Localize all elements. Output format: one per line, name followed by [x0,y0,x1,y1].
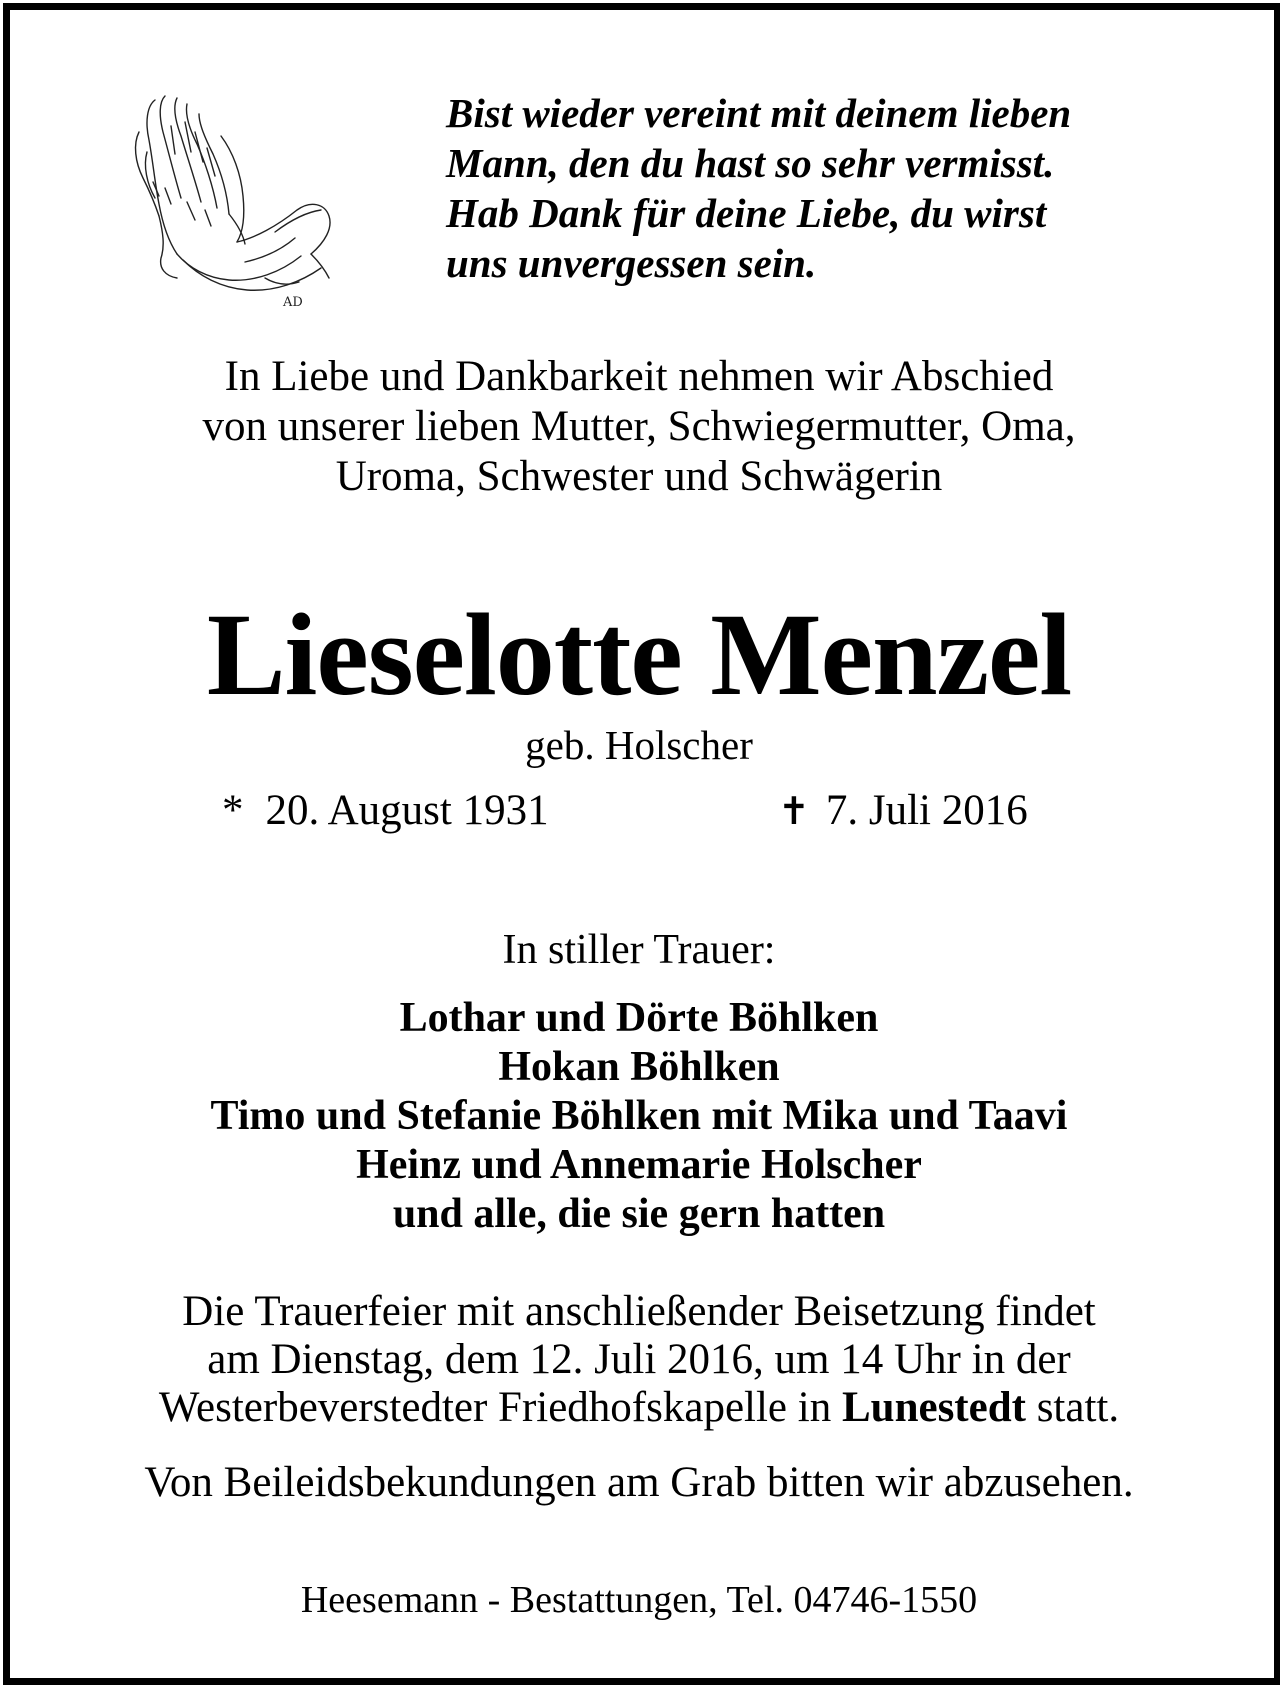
intro-line: In Liebe und Dankbarkeit nehmen wir Abschied [224,353,1054,400]
poem-line: Bist wieder vereint mit deinem lieben [446,90,1072,136]
memorial-poem [446,88,1236,288]
mourner-name: Lothar und Dörte Böhlken [399,995,879,1041]
mourner-name: Hokan Böhlken [498,1044,780,1090]
poem-line: uns unvergessen sein. [446,240,817,286]
deceased-name: Lieselotte Menzel [206,589,1072,720]
birth-star-icon: * [222,787,244,834]
illustration-monogram: AD [283,295,303,310]
mourner-name: und alle, die sie gern hatten [392,1191,886,1237]
mourner-name: Heinz und Annemarie Holscher [356,1142,922,1188]
cross-icon: ✝ [778,789,810,833]
service-location-text: Westerbeverstedter Friedhofskapelle in [158,1384,842,1431]
birth-date-group [222,786,549,836]
mourning-heading: In stiller Trauer: [502,927,776,973]
service-end-text: statt. [1025,1384,1120,1431]
farewell-intro [0,352,1278,502]
maiden-name: geb. Holscher [525,722,753,768]
service-line [0,1384,1278,1432]
funeral-service-info [0,1288,1278,1432]
mourner-name: Timo und Stefanie Böhlken mit Mika und Taavi [210,1093,1068,1139]
death-date: 7. Juli 2016 [825,787,1028,834]
condolence-request: Von Beileidsbekundungen am Grab bitten wir abzusehen. [144,1459,1134,1506]
birth-date: 20. August 1931 [265,787,549,834]
intro-line: von unserer lieben Mutter, Schwiegermutter, Oma, [202,403,1076,450]
intro-line: Uroma, Schwester und Schwägerin [335,453,943,500]
service-place: Lunestedt [841,1384,1026,1431]
undertaker-contact: Heesemann - Bestattungen, Tel. 04746-1550 [300,1579,978,1621]
mourners-list [0,994,1278,1239]
service-line: am Dienstag, dem 12. Juli 2016, um 14 Uhr in der [207,1336,1071,1383]
praying-hands-icon [125,92,355,317]
service-line: Die Trauerfeier mit anschließender Beisetzung findet [182,1288,1096,1335]
poem-line: Hab Dank für deine Liebe, du wirst [446,190,1047,236]
poem-line: Mann, den du hast so sehr vermisst. [446,140,1055,186]
death-date-group [778,786,1028,836]
